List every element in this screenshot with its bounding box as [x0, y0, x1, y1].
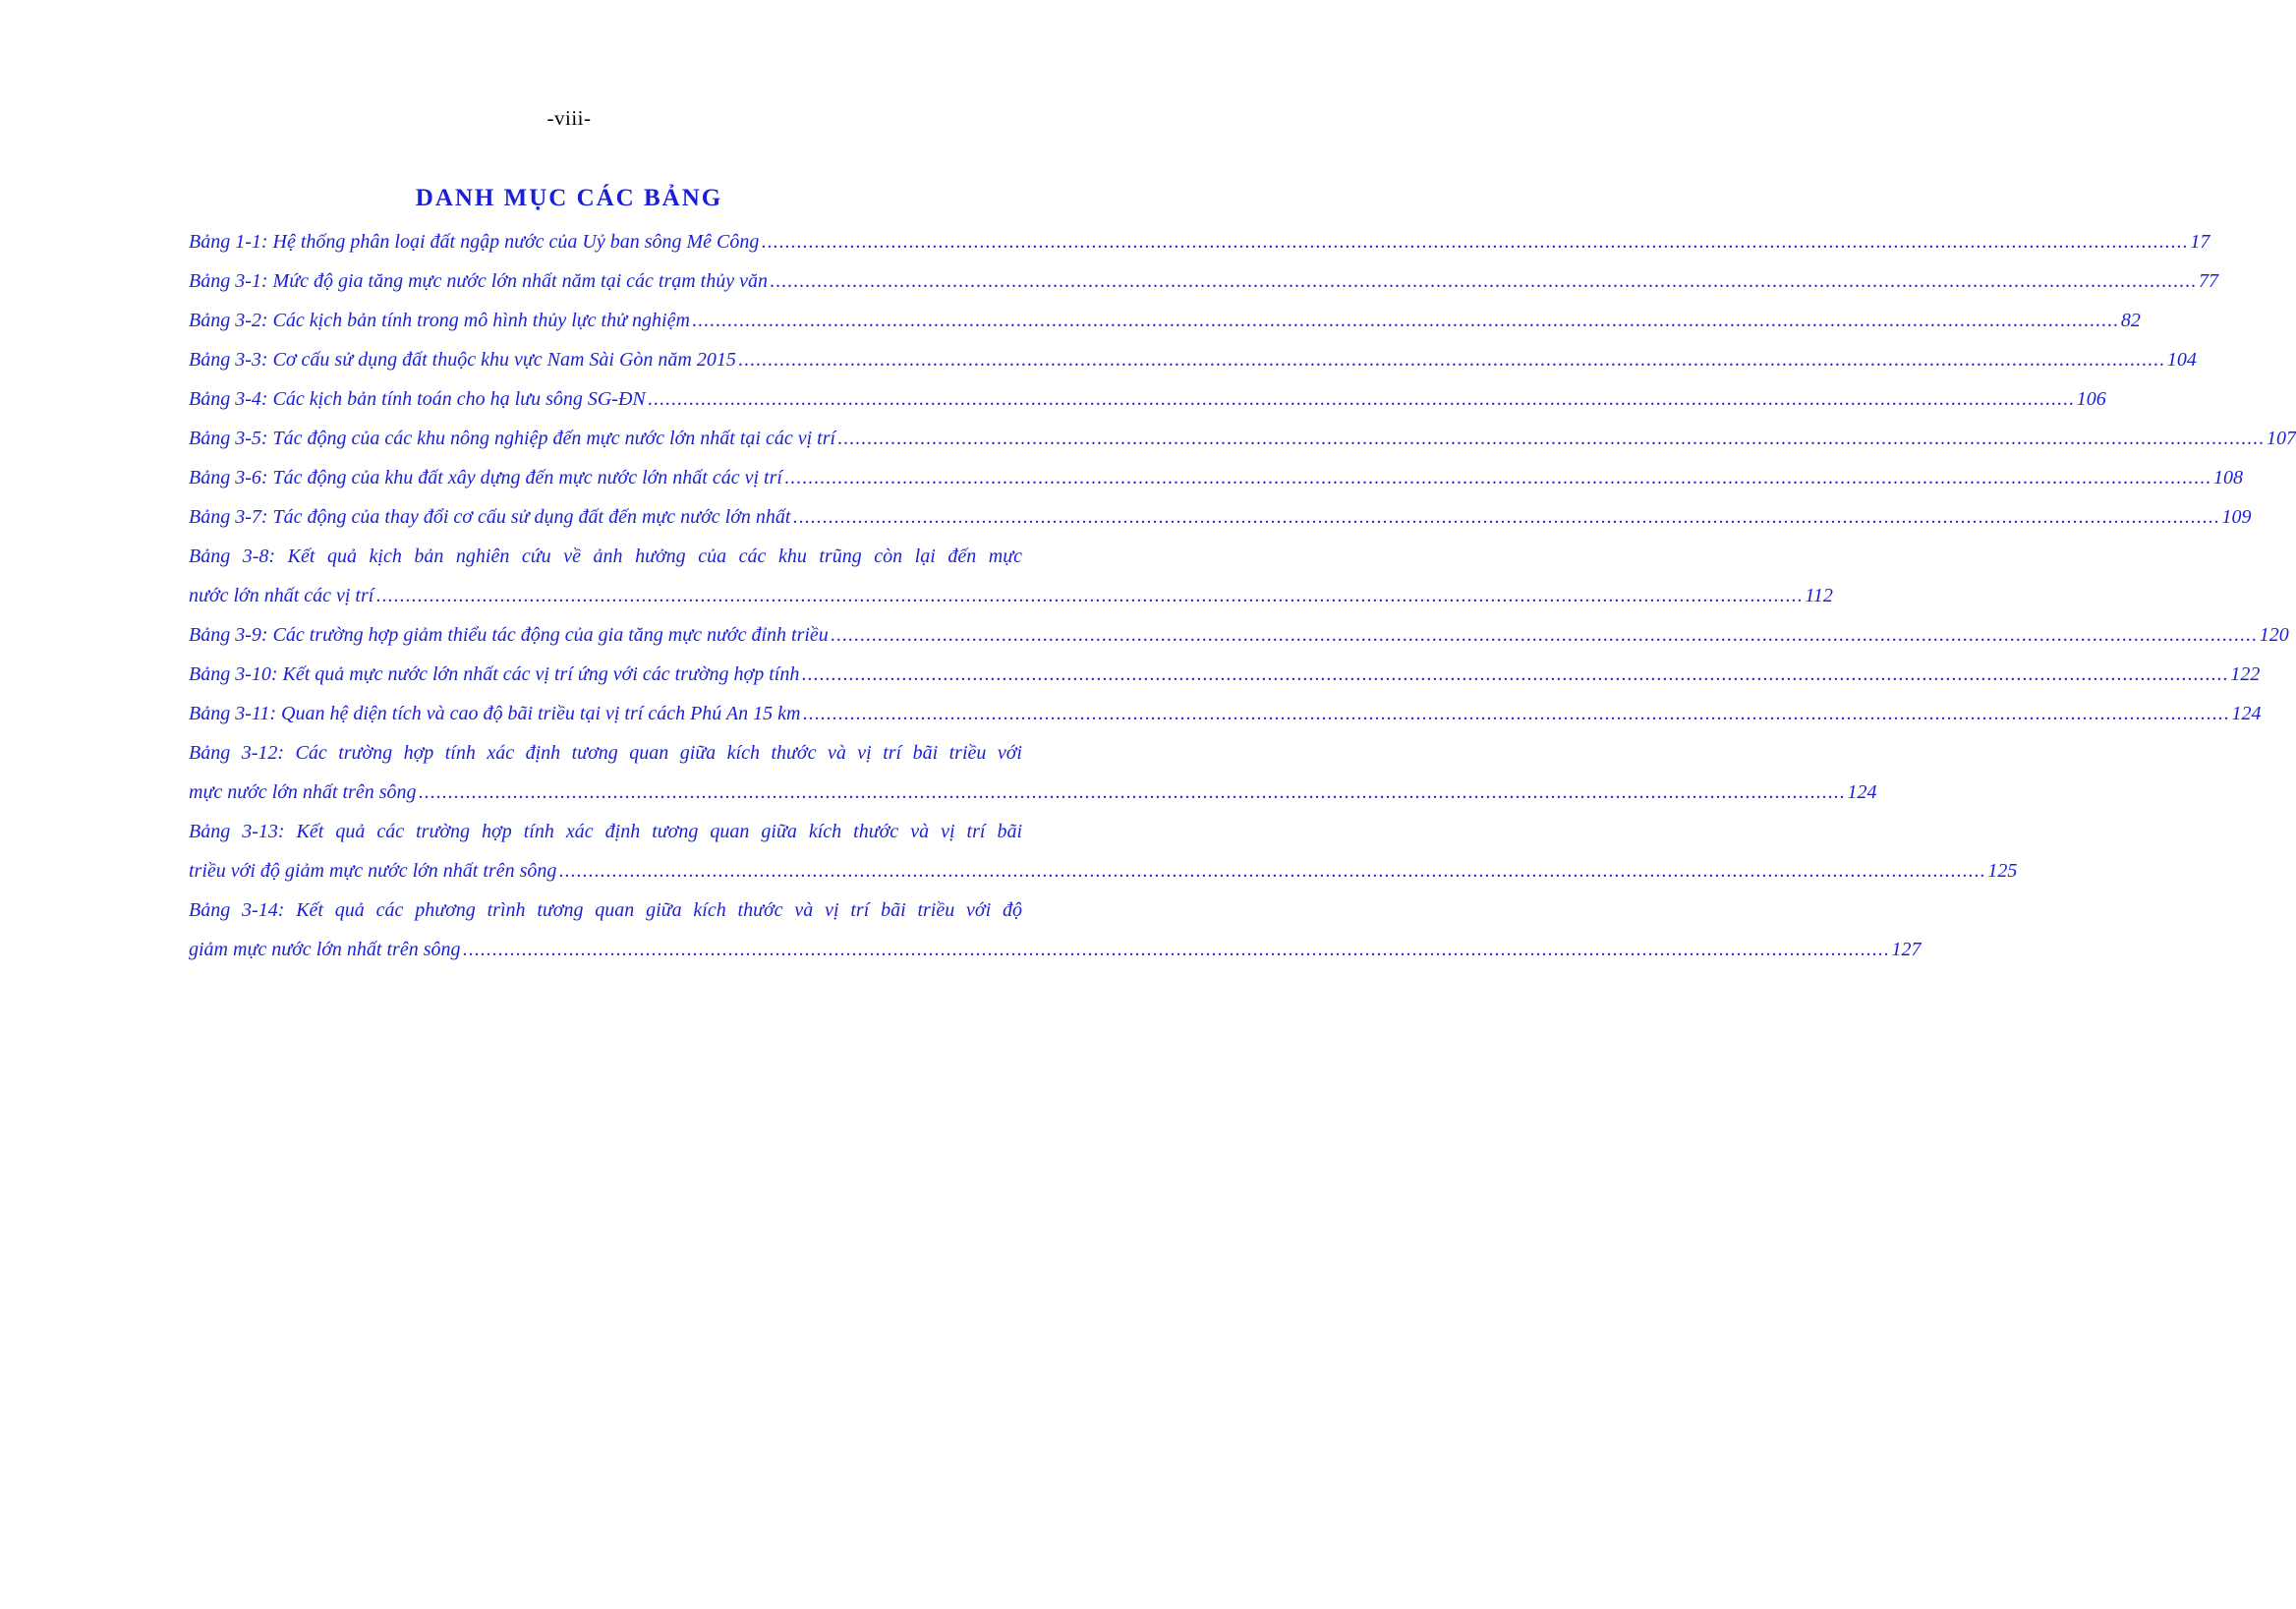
entry-page: 108 [2212, 467, 2243, 488]
entry-text: Bảng 3-4: Các kịch bản tính toán cho hạ lưu sông SG-ĐN [189, 388, 646, 410]
toc-entry-3-3[interactable] [189, 340, 2197, 379]
toc-entry-3-6[interactable] [189, 458, 2243, 497]
entry-text: Bảng 3-3: Cơ cấu sử dụng đất thuộc khu vực Nam Sài Gòn năm 2015 [189, 349, 736, 371]
dot-leader [558, 851, 1985, 891]
entry-page: 104 [2166, 349, 2197, 371]
dot-leader [831, 615, 2258, 655]
entry-page: 106 [2076, 388, 2106, 410]
toc-entry-3-10[interactable] [189, 655, 2261, 694]
entry-text-line1: Bảng 3-12: Các trường hợp tính xác định tương quan giữa kích thước và vị trí bãi triều với [189, 742, 1022, 764]
entry-text: Bảng 3-5: Tác động của các khu nông nghiệp đến mực nước lớn nhất tại các vị trí [189, 428, 836, 449]
dot-leader [792, 497, 2219, 537]
toc-entry-3-11[interactable] [189, 694, 2262, 733]
toc-entry-3-14[interactable] [189, 891, 1922, 969]
entry-page: 112 [1805, 585, 1833, 606]
dot-leader [375, 576, 1803, 615]
dot-leader [462, 930, 1889, 969]
entry-text: mực nước lớn nhất trên sông [189, 781, 417, 803]
toc-entry-3-5[interactable] [189, 419, 2296, 458]
entry-page: 107 [2267, 428, 2296, 449]
entry-text: Bảng 3-7: Tác động của thay đổi cơ cấu sử dụng đất đến mực nước lớn nhất [189, 506, 791, 528]
toc-entry-3-8[interactable] [189, 537, 1833, 615]
dot-leader [784, 458, 2211, 497]
entry-text: giảm mực nước lớn nhất trên sông [189, 939, 461, 960]
toc-entry-3-7[interactable] [189, 497, 2252, 537]
dot-leader [648, 379, 2075, 419]
entry-page: 17 [2190, 231, 2210, 253]
entry-text: Bảng 1-1: Hệ thống phân loại đất ngập nước của Uỷ ban sông Mê Công [189, 231, 760, 253]
entry-page: 109 [2221, 506, 2252, 528]
toc-entry-3-13[interactable] [189, 812, 2018, 891]
toc-entry-3-12[interactable] [189, 733, 1877, 812]
entry-text: triều với độ giảm mực nước lớn nhất trên sông [189, 860, 557, 882]
toc-entry-3-9[interactable] [189, 615, 2289, 655]
entry-page: 82 [2120, 310, 2141, 331]
toc-entry-3-2[interactable] [189, 301, 2141, 340]
dot-leader [801, 655, 2228, 694]
dot-leader [837, 419, 2265, 458]
entry-text-line1: Bảng 3-14: Kết quả các phương trình tương quan giữa kích thước và vị trí bãi triều với độ [189, 899, 1022, 921]
entry-text: Bảng 3-1: Mức độ gia tăng mực nước lớn nhất năm tại các trạm thủy văn [189, 270, 768, 292]
dot-leader [770, 261, 2197, 301]
dot-leader [418, 773, 1845, 812]
entry-page: 120 [2259, 624, 2289, 646]
dot-leader [692, 301, 2119, 340]
entry-text-line1: Bảng 3-8: Kết quả kịch bản nghiên cứu về ảnh hưởng của các khu trũng còn lại đến mực [189, 546, 1022, 567]
entry-page: 122 [2230, 663, 2261, 685]
entry-text: Bảng 3-10: Kết quả mực nước lớn nhất các vị trí ứng với các trường hợp tính [189, 663, 800, 685]
entry-text: Bảng 3-9: Các trường hợp giảm thiểu tác động của gia tăng mực nước đỉnh triều [189, 624, 829, 646]
entry-text: Bảng 3-11: Quan hệ diện tích và cao độ bãi triều tại vị trí cách Phú An 15 km [189, 703, 801, 724]
entry-page: 125 [1987, 860, 2018, 882]
toc-entry-3-4[interactable] [189, 379, 2106, 419]
entry-page: 124 [1847, 781, 1877, 803]
dot-leader [761, 222, 2188, 261]
entry-text: Bảng 3-6: Tác động của khu đất xây dựng đến mực nước lớn nhất các vị trí [189, 467, 782, 488]
entry-page: 77 [2198, 270, 2218, 292]
dot-leader [802, 694, 2229, 733]
page-number: -viii- [546, 106, 592, 130]
entry-text: nước lớn nhất các vị trí [189, 585, 374, 606]
toc-entry-3-1[interactable] [189, 261, 2218, 301]
table-list [189, 222, 2296, 969]
entry-text: Bảng 3-2: Các kịch bản tính trong mô hình thủy lực thử nghiệm [189, 310, 690, 331]
entry-page: 124 [2231, 703, 2262, 724]
entry-text-line1: Bảng 3-13: Kết quả các trường hợp tính xác định tương quan giữa kích thước và vị trí bãi [189, 821, 1022, 842]
dot-leader [738, 340, 2165, 379]
page-title: DANH MỤC CÁC BẢNG [415, 185, 723, 211]
entry-page: 127 [1891, 939, 1922, 960]
toc-entry-1-1[interactable] [189, 222, 2210, 261]
